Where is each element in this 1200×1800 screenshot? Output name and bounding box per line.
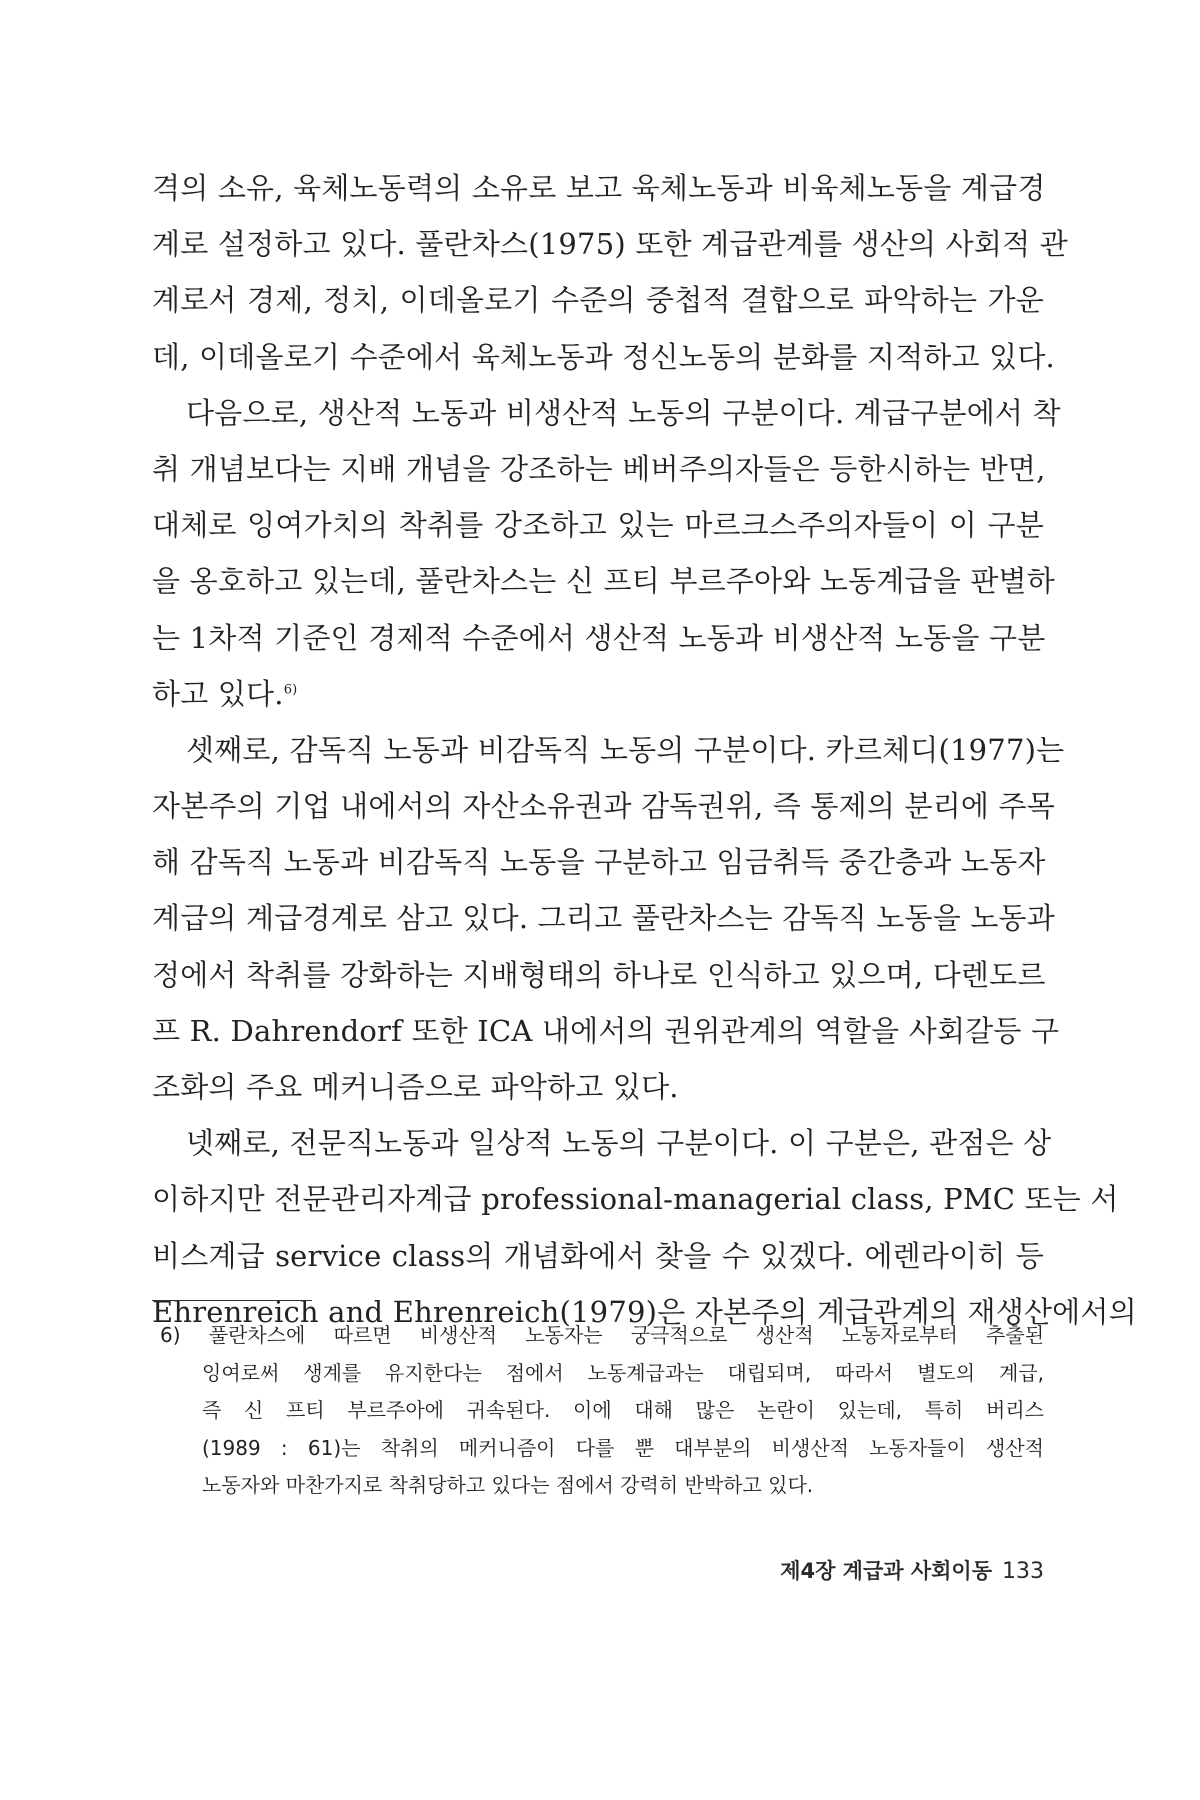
body-line: 대체로 잉여가치의 착취를 강조하고 있는 마르크스주의자들이 이 구분 [152,508,1044,543]
body-line: 을 옹호하고 있는데, 풀란차스는 신 프티 부르주아와 노동계급을 판별하 [152,564,1055,599]
footnote-line: 즉 신 프티 부르주아에 귀속된다. 이에 대해 많은 논란이 있는데, 특히 버리스 [202,1398,1044,1422]
body-text [152,160,1137,1340]
body-line: 는 1차적 기준인 경제적 수준에서 생산적 노동과 비생산적 노동을 구분 [152,620,1046,655]
body-line-with-footnote [152,666,1044,722]
footnote-line [160,1317,1044,1355]
body-line: 셋째로, 감독직 노동과 비감독직 노동의 구분이다. 카르체디(1977)는 [186,732,1065,767]
running-head: 제4장 계급과 사회이동 [780,1559,992,1583]
body-line: 다음으로, 생산적 노동과 비생산적 노동의 구분이다. 계급구분에서 착 [186,395,1061,430]
body-line: Ehrenreich and Ehrenreich(1979)은 자본주의 계급관계의 재생산에서의 [152,1294,1137,1329]
page-number: 133 [1002,1559,1044,1584]
body-line-text: 하고 있다. [152,676,284,711]
footnotes [160,1317,1044,1505]
footnote-text: 풀란차스에 따르면 비생산적 노동자는 궁극적으로 생산적 노동자로부터 추출된 [208,1323,1045,1347]
body-line: 취 개념보다는 지배 개념을 강조하는 베버주의자들은 등한시하는 반면, [152,451,1046,486]
body-line: 격의 소유, 육체노동력의 소유로 보고 육체노동과 비육체노동을 계급경 [152,171,1046,205]
body-line: 이하지만 전문관리자계급 professional-managerial class, PMC 또는 서 [152,1182,1119,1217]
page-footer [780,1555,1044,1585]
body-line: 조화의 주요 메커니즘으로 파악하고 있다. [152,1070,679,1104]
footnote-reference: 6) [283,682,298,698]
body-line: 프 R. Dahrendorf 또한 ICA 내에서의 권위관계의 역할을 사회갈등 구 [152,1013,1060,1048]
body-line: 넷째로, 전문직노동과 일상적 노동의 구분이다. 이 구분은, 관점은 상 [186,1126,1052,1161]
footnote-marker: 6) [160,1323,181,1347]
body-line: 계로서 경제, 정치, 이데올로기 수준의 중첩적 결합으로 파악하는 가운 [152,283,1044,318]
body-line: 계로 설정하고 있다. 풀란차스(1975) 또한 계급관계를 생산의 사회적 관 [152,227,1068,262]
body-line: 데, 이데올로기 수준에서 육체노동과 정신노동의 분화를 지적하고 있다. [152,339,1055,374]
footnote-line: 잉여로써 생계를 유지한다는 점에서 노동계급과는 대립되며, 따라서 별도의 계급, [202,1360,1044,1385]
body-line: 비스계급 service class의 개념화에서 찾을 수 있겠다. 에렌라이히 등 [152,1238,1044,1273]
footnote-line: 노동자와 마찬가지로 착취당하고 있다는 점에서 강력히 반박하고 있다. [202,1473,814,1497]
body-line: 계급의 계급경계로 삼고 있다. 그리고 풀란차스는 감독직 노동을 노동과 [152,901,1055,936]
footnote-divider [152,1300,312,1301]
body-line: 자본주의 기업 내에서의 자산소유권과 감독권위, 즉 통제의 분리에 주목 [152,789,1055,824]
footnote-line: (1989 : 61)는 착취의 메커니즘이 다를 뿐 대부분의 비생산적 노동자들이 생산적 [202,1435,1044,1460]
body-line: 정에서 착취를 강화하는 지배형태의 하나로 인식하고 있으며, 다렌도르 [152,957,1046,992]
body-line: 해 감독직 노동과 비감독직 노동을 구분하고 임금취득 중간층과 노동자 [152,845,1046,880]
